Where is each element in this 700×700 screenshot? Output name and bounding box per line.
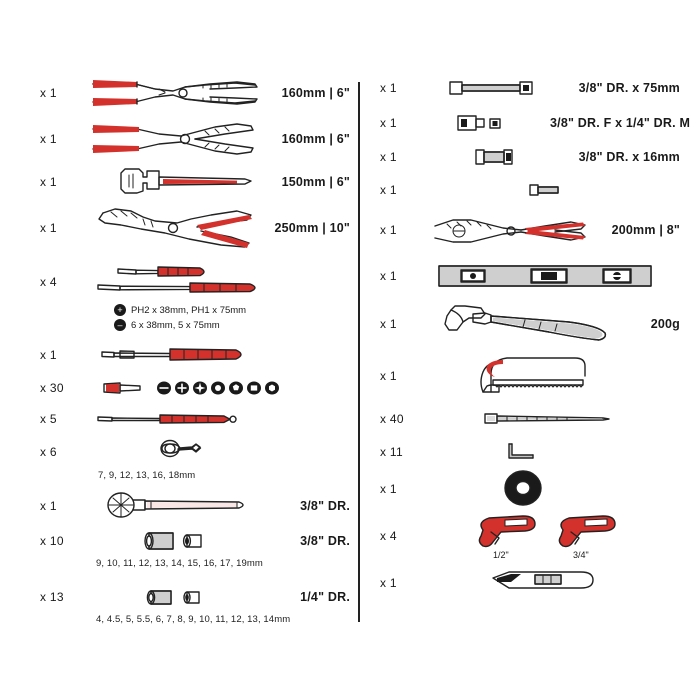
list-item bbox=[40, 162, 350, 202]
combination-spanners-icon bbox=[74, 437, 350, 467]
combination-pliers-icon bbox=[74, 71, 276, 115]
list-item bbox=[380, 510, 680, 562]
quantity-label: x 1 bbox=[380, 482, 397, 496]
spec-label: 3/8" DR. x 75mm bbox=[578, 81, 680, 95]
precision-screwdriver-icon bbox=[74, 404, 350, 434]
quantity-label: x 1 bbox=[380, 183, 397, 197]
list-item bbox=[380, 436, 680, 468]
quantity-label: x 6 bbox=[40, 445, 57, 459]
clamp-size-label-2: 3/4" bbox=[573, 550, 589, 560]
quantity-label: x 5 bbox=[40, 412, 57, 426]
utility-knife-icon bbox=[414, 566, 680, 600]
column-divider bbox=[358, 82, 360, 622]
sockets-icon bbox=[74, 526, 294, 556]
screwdriver-bits-icon bbox=[74, 373, 350, 403]
quantity-label: x 30 bbox=[40, 381, 64, 395]
list-item bbox=[380, 254, 680, 298]
list-item bbox=[380, 140, 680, 174]
list-item bbox=[380, 70, 680, 106]
list-item bbox=[40, 525, 350, 557]
quantity-label: x 40 bbox=[380, 412, 404, 426]
quantity-label: x 1 bbox=[380, 223, 397, 237]
bit-note-text: PH2 x 38mm, PH1 x 75mm bbox=[131, 304, 247, 316]
quantity-label: x 13 bbox=[40, 590, 64, 604]
quantity-label: x 1 bbox=[40, 221, 57, 235]
list-item bbox=[40, 70, 350, 116]
list-item bbox=[40, 262, 350, 302]
list-item bbox=[380, 402, 680, 436]
list-item bbox=[380, 298, 680, 350]
phillips-icon: + bbox=[114, 304, 126, 316]
left-column bbox=[40, 70, 350, 625]
list-item bbox=[40, 337, 350, 373]
quantity-label: x 1 bbox=[40, 86, 57, 100]
spec-label: 1/4" DR. bbox=[300, 590, 350, 604]
spec-label: 3/8" DR. x 16mm bbox=[578, 150, 680, 164]
hex-keys-icon bbox=[414, 437, 680, 467]
spec-label: 200g bbox=[650, 317, 680, 331]
sockets-small-icon bbox=[74, 582, 294, 612]
extension-bar-icon bbox=[414, 73, 573, 103]
insulating-tape-icon bbox=[414, 470, 680, 508]
list-item bbox=[40, 435, 350, 469]
spec-label: 150mm | 6" bbox=[281, 175, 350, 189]
spec-label: 250mm | 10" bbox=[274, 221, 350, 235]
list-item bbox=[380, 174, 680, 206]
quantity-label: x 1 bbox=[380, 269, 397, 283]
bit-holder-icon bbox=[414, 175, 680, 205]
water-pump-pliers-icon bbox=[74, 203, 268, 253]
size-note: 4, 4.5, 5, 5.5, 6, 7, 8, 9, 10, 11, 12, 13, 14mm bbox=[96, 614, 291, 625]
quantity-label: x 1 bbox=[380, 81, 397, 95]
spec-label: 3/8" DR. F x 1/4" DR. M bbox=[550, 116, 691, 130]
list-item bbox=[380, 350, 680, 402]
ratchet-handle-icon bbox=[74, 489, 294, 523]
bit-note-text: 6 x 38mm, 5 x 75mm bbox=[131, 319, 220, 331]
list-item bbox=[380, 106, 691, 140]
size-note: 9, 10, 11, 12, 13, 14, 15, 16, 17, 19mm bbox=[96, 558, 263, 569]
size-note: 7, 9, 12, 13, 16, 18mm bbox=[98, 470, 196, 481]
quantity-label: x 1 bbox=[380, 317, 397, 331]
clamp-size-label-1: 1/2" bbox=[493, 550, 509, 560]
spec-label: 3/8" DR. bbox=[300, 499, 350, 513]
list-item bbox=[380, 562, 680, 604]
list-item bbox=[40, 116, 350, 162]
bit-note bbox=[114, 319, 350, 331]
spring-clamps-icon bbox=[414, 512, 680, 560]
quantity-label: x 1 bbox=[380, 576, 397, 590]
bit-note bbox=[114, 304, 350, 316]
extension-bar-short-icon bbox=[414, 142, 573, 172]
list-item bbox=[40, 487, 350, 525]
bit-screwdriver-icon bbox=[74, 340, 350, 370]
spirit-level-icon bbox=[414, 258, 680, 294]
quantity-label: x 1 bbox=[380, 116, 397, 130]
quantity-label: x 11 bbox=[380, 445, 403, 459]
screwdrivers-icon bbox=[74, 263, 350, 301]
list-item bbox=[40, 403, 350, 435]
wire-stripper-icon bbox=[414, 208, 606, 252]
quantity-label: x 10 bbox=[40, 534, 64, 548]
list-item bbox=[380, 206, 680, 254]
cable-ties-icon bbox=[414, 404, 680, 434]
spec-label: 3/8" DR. bbox=[300, 534, 350, 548]
socket-adapter-icon bbox=[414, 108, 544, 138]
adjustable-wrench-icon bbox=[74, 163, 276, 201]
diagonal-cutting-pliers-icon bbox=[74, 117, 276, 161]
quantity-label: x 1 bbox=[380, 369, 397, 383]
quantity-label: x 1 bbox=[40, 348, 57, 362]
list-item bbox=[40, 373, 350, 403]
spec-label: 160mm | 6" bbox=[281, 86, 350, 100]
quantity-label: x 4 bbox=[380, 529, 397, 543]
list-item bbox=[40, 581, 350, 613]
list-item bbox=[40, 202, 350, 254]
claw-hammer-icon bbox=[414, 300, 645, 348]
slotted-icon: – bbox=[114, 319, 126, 331]
right-column bbox=[380, 70, 691, 604]
quantity-label: x 1 bbox=[40, 175, 57, 189]
quantity-label: x 1 bbox=[40, 499, 57, 513]
quantity-label: x 1 bbox=[40, 132, 57, 146]
hacksaw-icon bbox=[414, 352, 680, 400]
spec-label: 200mm | 8" bbox=[611, 223, 680, 237]
quantity-label: x 1 bbox=[380, 150, 397, 164]
spec-label: 160mm | 6" bbox=[281, 132, 350, 146]
quantity-label: x 4 bbox=[40, 275, 57, 289]
list-item bbox=[380, 468, 680, 510]
